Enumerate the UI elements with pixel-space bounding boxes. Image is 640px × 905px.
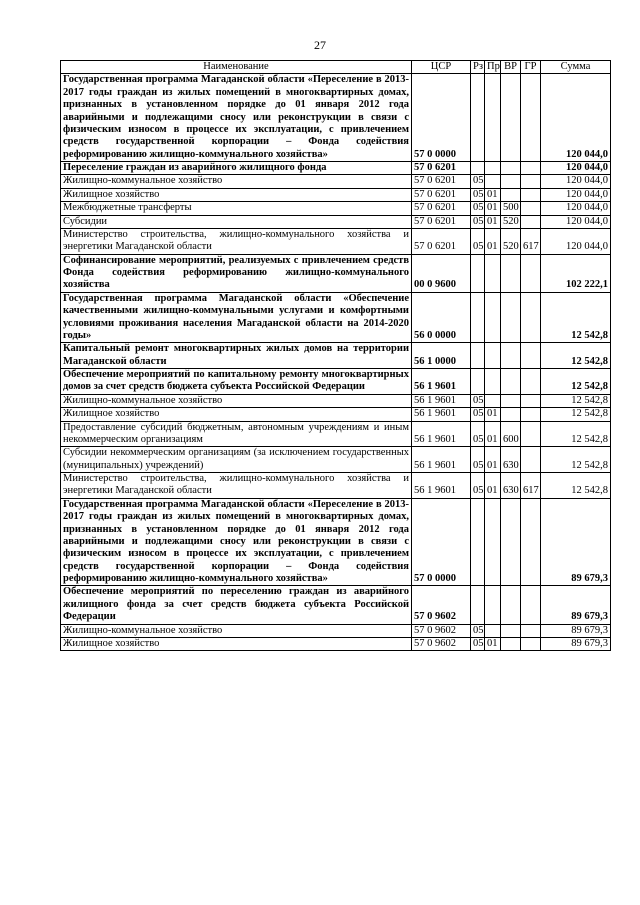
cell-gr bbox=[521, 188, 541, 201]
cell-rz: 05 bbox=[471, 188, 485, 201]
cell-rz bbox=[471, 343, 485, 369]
table-row bbox=[61, 215, 611, 228]
cell-name: Жилищно-коммунальное хозяйство bbox=[61, 394, 412, 407]
cell-name: Министерство строительства, жилищно-коммунального хозяйства и энергетики Магаданской области bbox=[61, 228, 412, 254]
cell-vr bbox=[501, 394, 521, 407]
cell-name: Министерство строительства, жилищно-коммунального хозяйства и энергетики Магаданской области bbox=[61, 473, 412, 499]
cell-vr bbox=[501, 369, 521, 395]
cell-vr bbox=[501, 498, 521, 586]
cell-gr bbox=[521, 162, 541, 175]
cell-sum: 12 542,8 bbox=[541, 447, 611, 473]
cell-sum: 12 542,8 bbox=[541, 408, 611, 421]
cell-name: Субсидии некоммерческим организациям (за исключением государственных (муниципальных) учреждений) bbox=[61, 447, 412, 473]
budget-table bbox=[60, 60, 611, 651]
table-row bbox=[61, 369, 611, 395]
cell-rz: 05 bbox=[471, 215, 485, 228]
cell-rz: 05 bbox=[471, 408, 485, 421]
cell-gr bbox=[521, 343, 541, 369]
cell-rz: 05 bbox=[471, 473, 485, 499]
cell-vr: 520 bbox=[501, 215, 521, 228]
cell-pr bbox=[485, 254, 501, 292]
cell-pr bbox=[485, 162, 501, 175]
cell-gr bbox=[521, 408, 541, 421]
cell-pr bbox=[485, 498, 501, 586]
cell-pr: 01 bbox=[485, 473, 501, 499]
cell-name: Государственная программа Магаданской области «Обеспечение качественными жилищно-коммунальными услугами и комфортными условиями проживания населения Магаданской области на 2014-2020 годы» bbox=[61, 292, 412, 343]
cell-csr: 57 0 0000 bbox=[412, 498, 471, 586]
cell-vr bbox=[501, 586, 521, 624]
cell-vr bbox=[501, 74, 521, 162]
cell-csr: 57 0 6201 bbox=[412, 188, 471, 201]
cell-gr: 617 bbox=[521, 228, 541, 254]
table-row bbox=[61, 624, 611, 637]
cell-csr: 57 0 6201 bbox=[412, 202, 471, 215]
cell-sum: 120 044,0 bbox=[541, 162, 611, 175]
cell-sum: 89 679,3 bbox=[541, 498, 611, 586]
cell-vr bbox=[501, 188, 521, 201]
cell-csr: 56 1 9601 bbox=[412, 408, 471, 421]
cell-csr: 56 1 9601 bbox=[412, 394, 471, 407]
table-row bbox=[61, 408, 611, 421]
table-row bbox=[61, 586, 611, 624]
cell-pr: 01 bbox=[485, 228, 501, 254]
cell-gr bbox=[521, 175, 541, 188]
cell-sum: 120 044,0 bbox=[541, 188, 611, 201]
cell-pr: 01 bbox=[485, 215, 501, 228]
cell-rz bbox=[471, 369, 485, 395]
cell-sum: 102 222,1 bbox=[541, 254, 611, 292]
table-row bbox=[61, 202, 611, 215]
cell-vr: 600 bbox=[501, 421, 521, 447]
cell-name: Обеспечение мероприятий по капитальному ремонту многоквартирных домов за счет средств бюджета субъекта Российской Федерации bbox=[61, 369, 412, 395]
cell-name: Капитальный ремонт многоквартирных жилых домов на территории Магаданской области bbox=[61, 343, 412, 369]
cell-sum: 120 044,0 bbox=[541, 74, 611, 162]
table-row bbox=[61, 74, 611, 162]
cell-csr: 57 0 9602 bbox=[412, 586, 471, 624]
table-row bbox=[61, 254, 611, 292]
cell-sum: 120 044,0 bbox=[541, 202, 611, 215]
cell-rz: 05 bbox=[471, 624, 485, 637]
cell-rz bbox=[471, 586, 485, 624]
cell-gr: 617 bbox=[521, 473, 541, 499]
header-gr: ГР bbox=[521, 61, 541, 74]
cell-csr: 57 0 9602 bbox=[412, 624, 471, 637]
cell-sum: 12 542,8 bbox=[541, 292, 611, 343]
cell-sum: 12 542,8 bbox=[541, 394, 611, 407]
cell-vr bbox=[501, 408, 521, 421]
cell-name: Субсидии bbox=[61, 215, 412, 228]
cell-rz: 05 bbox=[471, 447, 485, 473]
cell-rz: 05 bbox=[471, 394, 485, 407]
table-header bbox=[61, 61, 611, 74]
cell-vr: 630 bbox=[501, 473, 521, 499]
cell-csr: 57 0 6201 bbox=[412, 162, 471, 175]
cell-vr bbox=[501, 343, 521, 369]
cell-name: Обеспечение мероприятий по переселению граждан из аварийного жилищного фонда за счет средств бюджета субъекта Российской Федерации bbox=[61, 586, 412, 624]
cell-sum: 12 542,8 bbox=[541, 369, 611, 395]
cell-vr: 500 bbox=[501, 202, 521, 215]
cell-rz bbox=[471, 254, 485, 292]
cell-vr bbox=[501, 254, 521, 292]
cell-vr bbox=[501, 175, 521, 188]
cell-sum: 12 542,8 bbox=[541, 343, 611, 369]
cell-name: Жилищное хозяйство bbox=[61, 188, 412, 201]
cell-sum: 120 044,0 bbox=[541, 228, 611, 254]
cell-vr bbox=[501, 637, 521, 650]
page-number: 27 bbox=[314, 38, 326, 52]
cell-gr bbox=[521, 202, 541, 215]
cell-name: Предоставление субсидий бюджетным, автономным учреждениям и иным некоммерческим организациям bbox=[61, 421, 412, 447]
cell-vr: 630 bbox=[501, 447, 521, 473]
table-row bbox=[61, 162, 611, 175]
cell-sum: 89 679,3 bbox=[541, 624, 611, 637]
cell-csr: 00 0 9600 bbox=[412, 254, 471, 292]
table-row bbox=[61, 188, 611, 201]
cell-name: Жилищно-коммунальное хозяйство bbox=[61, 624, 412, 637]
table-row bbox=[61, 473, 611, 499]
cell-rz bbox=[471, 74, 485, 162]
table-row bbox=[61, 292, 611, 343]
cell-csr: 57 0 6201 bbox=[412, 175, 471, 188]
cell-rz bbox=[471, 292, 485, 343]
cell-rz: 05 bbox=[471, 202, 485, 215]
header-row bbox=[61, 61, 611, 74]
cell-pr: 01 bbox=[485, 408, 501, 421]
cell-sum: 120 044,0 bbox=[541, 175, 611, 188]
cell-vr bbox=[501, 162, 521, 175]
cell-vr: 520 bbox=[501, 228, 521, 254]
cell-csr: 57 0 6201 bbox=[412, 215, 471, 228]
cell-name: Жилищное хозяйство bbox=[61, 408, 412, 421]
cell-sum: 89 679,3 bbox=[541, 586, 611, 624]
cell-gr bbox=[521, 498, 541, 586]
cell-rz: 05 bbox=[471, 421, 485, 447]
cell-rz: 05 bbox=[471, 228, 485, 254]
cell-gr bbox=[521, 624, 541, 637]
cell-gr bbox=[521, 637, 541, 650]
cell-csr: 57 0 0000 bbox=[412, 74, 471, 162]
cell-csr: 56 1 9601 bbox=[412, 421, 471, 447]
cell-sum: 120 044,0 bbox=[541, 215, 611, 228]
cell-pr bbox=[485, 624, 501, 637]
cell-vr bbox=[501, 292, 521, 343]
cell-csr: 56 1 9601 bbox=[412, 473, 471, 499]
cell-csr: 57 0 9602 bbox=[412, 637, 471, 650]
cell-gr bbox=[521, 394, 541, 407]
cell-sum: 12 542,8 bbox=[541, 473, 611, 499]
cell-gr bbox=[521, 586, 541, 624]
table-row bbox=[61, 343, 611, 369]
cell-csr: 56 1 9601 bbox=[412, 447, 471, 473]
cell-name: Государственная программа Магаданской области «Переселение в 2013-2017 годы граждан из жилых помещений в многоквартирных домах, признанных в установленном порядке до 01 января 2012 года аварийными и подлежащими сносу или реконструкции в связи с физическим износом в процессе их эксплуатации, с привлечением средств государственной корпорации – Фонда содействия реформированию жилищно-коммунального хозяйства» bbox=[61, 74, 412, 162]
cell-pr: 01 bbox=[485, 202, 501, 215]
cell-name: Жилищно-коммунальное хозяйство bbox=[61, 175, 412, 188]
cell-name: Государственная программа Магаданской области «Переселение в 2013-2017 годы граждан из жилых помещений в многоквартирных домах, признанных в установленном порядке до 01 января 2012 года аварийными и подлежащими сносу или реконструкции в связи с физическим износом в процессе их эксплуатации, с привлечением средств государственной корпорации – Фонда содействия реформированию жилищно-коммунального хозяйства» bbox=[61, 498, 412, 586]
table-row bbox=[61, 447, 611, 473]
cell-gr bbox=[521, 254, 541, 292]
cell-pr: 01 bbox=[485, 447, 501, 473]
table-body bbox=[61, 74, 611, 651]
cell-pr bbox=[485, 292, 501, 343]
table-row bbox=[61, 498, 611, 586]
header-vr: ВР bbox=[501, 61, 521, 74]
table-row bbox=[61, 421, 611, 447]
cell-name: Межбюджетные трансферты bbox=[61, 202, 412, 215]
cell-csr: 56 0 0000 bbox=[412, 292, 471, 343]
header-pr: Пр bbox=[485, 61, 501, 74]
cell-gr bbox=[521, 369, 541, 395]
cell-gr bbox=[521, 292, 541, 343]
cell-name: Софинансирование мероприятий, реализуемых с привлечением средств Фонда содействия реформированию жилищно-коммунального хозяйства bbox=[61, 254, 412, 292]
table-row bbox=[61, 394, 611, 407]
table-row bbox=[61, 228, 611, 254]
cell-name: Жилищное хозяйство bbox=[61, 637, 412, 650]
cell-pr bbox=[485, 394, 501, 407]
table-row bbox=[61, 175, 611, 188]
cell-pr bbox=[485, 369, 501, 395]
cell-gr bbox=[521, 74, 541, 162]
header-csr: ЦСР bbox=[412, 61, 471, 74]
cell-gr bbox=[521, 447, 541, 473]
cell-rz bbox=[471, 498, 485, 586]
cell-vr bbox=[501, 624, 521, 637]
cell-pr: 01 bbox=[485, 421, 501, 447]
header-sum: Сумма bbox=[541, 61, 611, 74]
cell-sum: 12 542,8 bbox=[541, 421, 611, 447]
cell-csr: 56 1 0000 bbox=[412, 343, 471, 369]
cell-name: Переселение граждан из аварийного жилищного фонда bbox=[61, 162, 412, 175]
cell-pr bbox=[485, 343, 501, 369]
cell-pr: 01 bbox=[485, 637, 501, 650]
cell-gr bbox=[521, 421, 541, 447]
cell-pr bbox=[485, 586, 501, 624]
cell-sum: 89 679,3 bbox=[541, 637, 611, 650]
cell-rz: 05 bbox=[471, 175, 485, 188]
cell-pr bbox=[485, 74, 501, 162]
cell-csr: 57 0 6201 bbox=[412, 228, 471, 254]
header-rz: Рз bbox=[471, 61, 485, 74]
cell-csr: 56 1 9601 bbox=[412, 369, 471, 395]
table-row bbox=[61, 637, 611, 650]
cell-rz: 05 bbox=[471, 637, 485, 650]
cell-rz bbox=[471, 162, 485, 175]
cell-pr: 01 bbox=[485, 188, 501, 201]
cell-pr bbox=[485, 175, 501, 188]
header-name: Наименование bbox=[61, 61, 412, 74]
cell-gr bbox=[521, 215, 541, 228]
